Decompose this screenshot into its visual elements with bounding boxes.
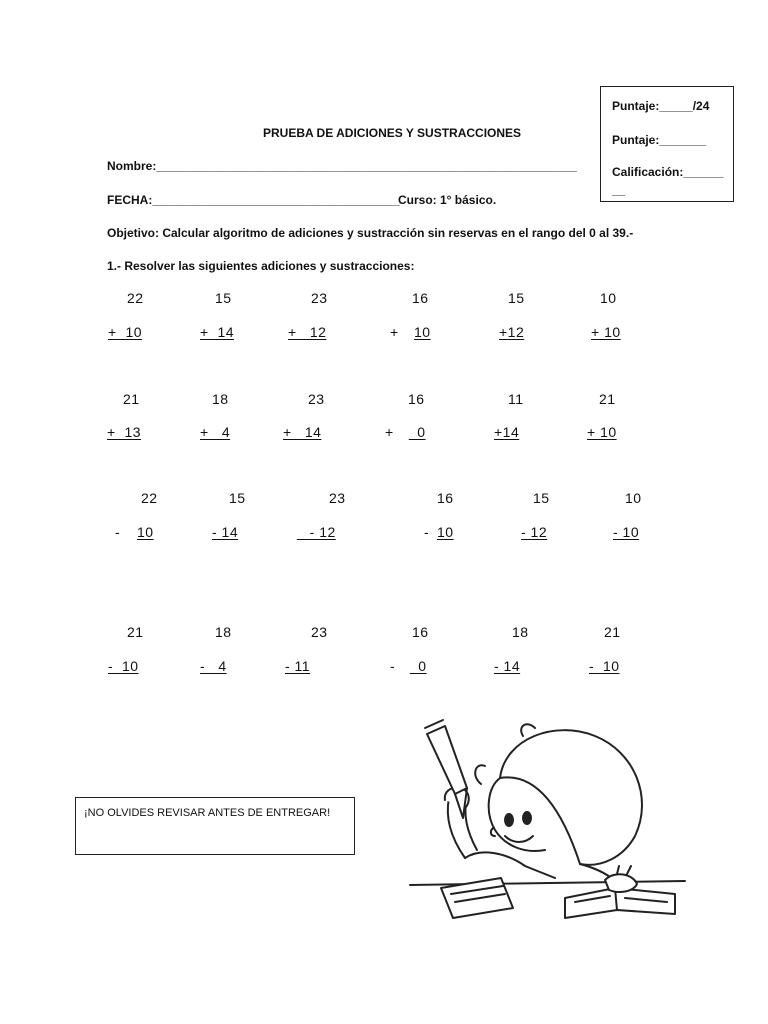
- problem-bottom: - 10: [613, 524, 640, 540]
- problem-bottom: - 14: [212, 524, 239, 540]
- calificacion: Calificación:______: [612, 165, 724, 179]
- problem-top: 23: [311, 290, 328, 306]
- problem-bottom: - 10: [589, 658, 620, 674]
- nombre-field: Nombre:_______________________________________________________________: [107, 159, 577, 173]
- puntaje-total: Puntaje:_____/24: [612, 99, 710, 113]
- problem-top: 16: [408, 391, 425, 407]
- score-box: [600, 86, 734, 202]
- calificacion-cont: __: [612, 183, 626, 197]
- problem-top: 18: [512, 624, 529, 640]
- reminder-box: [75, 797, 355, 855]
- problem-bottom: _0: [409, 424, 426, 440]
- operator-sign: +: [390, 324, 399, 340]
- problem-bottom: +12: [499, 324, 525, 340]
- problem-top: 21: [127, 624, 144, 640]
- problem-top: 22: [127, 290, 144, 306]
- curso-label: Curso: 1° básico.: [398, 193, 497, 207]
- operator-sign: -: [424, 524, 429, 540]
- problem-bottom: 10: [437, 524, 454, 540]
- problem-top: 15: [508, 290, 525, 306]
- problem-top: 22: [141, 490, 158, 506]
- problem-bottom: + 13: [107, 424, 142, 440]
- student-writing-illustration: [405, 718, 690, 938]
- reminder-text: ¡NO OLVIDES REVISAR ANTES DE ENTREGAR!: [84, 807, 331, 819]
- problem-top: 15: [229, 490, 246, 506]
- problem-bottom: + 14: [283, 424, 322, 440]
- problem-bottom: - 4: [200, 658, 227, 674]
- problem-top: 23: [308, 391, 325, 407]
- problem-top: 18: [212, 391, 229, 407]
- problem-bottom: + 10: [108, 324, 143, 340]
- problem-top: 21: [599, 391, 616, 407]
- problem-top: 15: [533, 490, 550, 506]
- page-title: PRUEBA DE ADICIONES Y SUSTRACCIONES: [263, 126, 522, 140]
- problem-top: 23: [311, 624, 328, 640]
- operator-sign: +: [385, 424, 394, 440]
- problem-bottom: + 14: [200, 324, 235, 340]
- problem-bottom: 10: [137, 524, 154, 540]
- objetivo-text: Objetivo: Calcular algoritmo de adiciones y sustracción sin reservas en el rango del 0 al 39.-: [107, 226, 634, 240]
- puntaje: Puntaje:_______: [612, 133, 707, 147]
- problem-bottom: _ - 12: [297, 524, 336, 540]
- problem-top: 11: [508, 391, 524, 407]
- problem-top: 21: [123, 391, 140, 407]
- problem-bottom: - 10: [108, 658, 139, 674]
- problem-top: 16: [412, 624, 429, 640]
- problem-top: 23: [329, 490, 346, 506]
- instruction-text: 1.- Resolver las siguientes adiciones y sustracciones:: [107, 259, 415, 273]
- operator-sign: -: [115, 524, 120, 540]
- problem-top: 10: [625, 490, 642, 506]
- problem-bottom: + 12: [288, 324, 327, 340]
- problem-bottom: + 4: [200, 424, 231, 440]
- problem-top: 18: [215, 624, 232, 640]
- problem-bottom: _0: [410, 658, 427, 674]
- problem-bottom: - 11: [285, 658, 311, 674]
- problem-bottom: + 10: [591, 324, 621, 340]
- problem-bottom: + 10: [587, 424, 617, 440]
- problem-bottom: +14: [494, 424, 520, 440]
- problem-bottom: 10: [414, 324, 431, 340]
- problem-top: 10: [600, 290, 617, 306]
- operator-sign: -: [390, 658, 395, 674]
- problem-top: 16: [437, 490, 454, 506]
- problem-bottom: - 14: [494, 658, 521, 674]
- problem-top: 15: [215, 290, 232, 306]
- problem-bottom: - 12: [521, 524, 548, 540]
- problem-top: 21: [604, 624, 621, 640]
- problem-top: 16: [412, 290, 429, 306]
- fecha-field: FECHA:_____________________________________: [107, 193, 400, 207]
